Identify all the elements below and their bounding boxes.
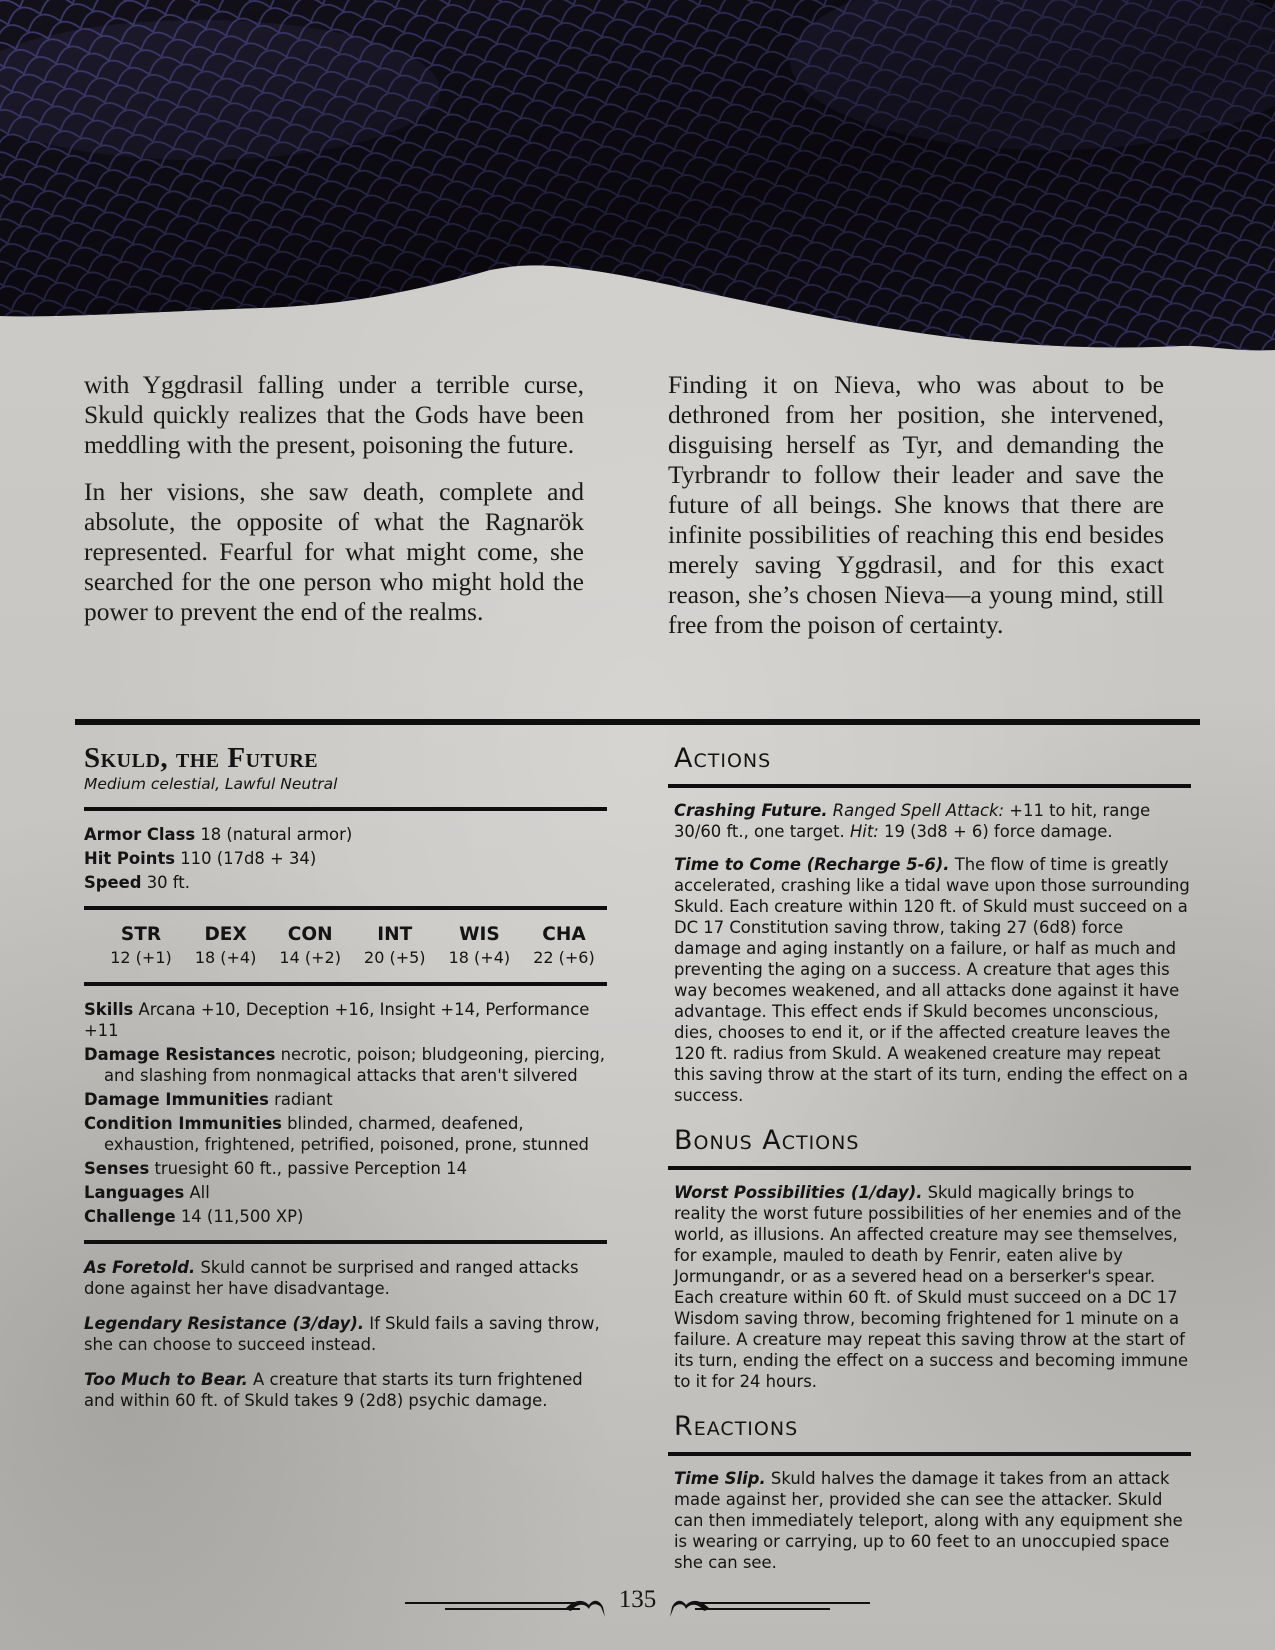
stat-divider bbox=[84, 807, 607, 811]
speed: Speed 30 ft. bbox=[84, 873, 190, 892]
action-time-to-come: Time to Come (Recharge 5-6). The flow of time is greatly accelerated, crashing like a tidal wave upon those surrounding Skuld. Each creature within 120 ft. of Skuld must succeed on a DC 17 Constitution saving throw, taking 27 (6d8) force damage and aging instantly on a failure, or half as much and preventing the aging on a success. A creature that ages this way becomes weakened, and all attacks done against it have advantage. This effect ends if Skuld becomes unconscious, dies, chooses to end it, or if the affected creature leaves the 120 ft. radius from Skuld. A weakened creature may repeat this saving throw at the start of its turn, ending the effect on a success. bbox=[674, 855, 1190, 1105]
actions-column bbox=[668, 742, 1191, 1585]
heading-rule bbox=[668, 1452, 1191, 1456]
armor-class: Armor Class 18 (natural armor) bbox=[84, 825, 353, 844]
stat-divider bbox=[84, 906, 607, 910]
trait-legendary-resistance: Legendary Resistance (3/day). If Skuld fails a saving throw, she can choose to succeed instead. bbox=[84, 1314, 600, 1354]
prose-paragraph: with Yggdrasil falling under a terrible curse, Skuld quickly realizes that the Gods have been meddling with the present, poisoning the future. bbox=[84, 370, 584, 459]
bonus-actions-heading: Bonus Actions bbox=[674, 1125, 860, 1156]
ability-int: INT 20 (+5) bbox=[364, 924, 426, 967]
prose-paragraph: In her visions, she saw death, complete and absolute, the opposite of what the Ragnarök represented. Fearful for what might come, she searched for the one person who might hold the power to prevent the end of the realms. bbox=[84, 477, 584, 626]
scale-texture-image bbox=[0, 0, 1275, 360]
heading-rule bbox=[668, 784, 1191, 788]
section-divider bbox=[75, 719, 1200, 725]
ability-con: CON 14 (+2) bbox=[279, 924, 341, 967]
intro-prose-right bbox=[668, 370, 1164, 657]
skills: Skills Arcana +10, Deception +16, Insight +14, Performance +11 bbox=[84, 1000, 590, 1040]
heading-rule bbox=[668, 1166, 1191, 1170]
bonus-action-worst-possibilities: Worst Possibilities (1/day). Skuld magically brings to reality the worst future possibilities of her enemies and of the world, as illusions. An affected creature may see themselves, for example, mauled to death by Fenrir, eaten alive by Jormungandr, or as a severed head on a berserker's spear. Each creature within 60 ft. of Skuld must succeed on a DC 17 Wisdom saving throw, becoming frightened for 1 minute on a failure. A creature may repeat this saving throw at the start of its turn, ending the effect on a success and becoming immune to it for 24 hours. bbox=[674, 1183, 1189, 1391]
prose-paragraph: Finding it on Nieva, who was about to be dethroned from her position, she intervened, disguising herself as Tyr, and demanding the Tyrbrandr to follow their leader and save the future of all beings. She knows that there are infinite possibilities of reaching this end besides merely saving Yggdrasil, and for this exact reason, she’s chosen Nieva—a young mind, still free from the poison of certainty. bbox=[668, 370, 1164, 639]
senses: Senses truesight 60 ft., passive Perception 14 bbox=[84, 1159, 468, 1178]
hit-points: Hit Points 110 (17d8 + 34) bbox=[84, 849, 317, 868]
ability-dex: DEX 18 (+4) bbox=[194, 924, 257, 967]
stat-block bbox=[84, 742, 607, 1425]
damage-immunities: Damage Immunities radiant bbox=[84, 1090, 333, 1109]
reaction-time-slip: Time Slip. Skuld halves the damage it takes from an attack made against her, provided she can see the attacker. Skuld can then immediately teleport, along with any equipment she is wearing or carrying, up to 60 feet to an unoccupied space she can see. bbox=[674, 1469, 1183, 1572]
ability-cha: CHA 22 (+6) bbox=[533, 924, 595, 967]
reactions-heading: Reactions bbox=[674, 1411, 799, 1442]
challenge: Challenge 14 (11,500 XP) bbox=[84, 1207, 304, 1226]
creature-name: Skuld, the Future bbox=[84, 742, 319, 774]
condition-immunities: Condition Immunities blinded, charmed, deafened, exhaustion, frightened, petrified, poisoned, prone, stunned bbox=[84, 1114, 589, 1154]
ability-wis: WIS 18 (+4) bbox=[448, 924, 511, 967]
creature-type: Medium celestial, Lawful Neutral bbox=[84, 775, 338, 793]
stat-divider bbox=[84, 1240, 607, 1244]
intro-prose-left bbox=[84, 370, 584, 644]
dragon-scale-banner bbox=[0, 0, 1275, 360]
actions-heading: Actions bbox=[674, 743, 772, 774]
action-crashing-future: Crashing Future. Ranged Spell Attack: +11 to hit, range 30/60 ft., one target. Hit: 19 (3d8 + 6) force damage. bbox=[674, 801, 1151, 841]
page-number: 135 bbox=[618, 1586, 657, 1613]
trait-too-much-to-bear: Too Much to Bear. A creature that starts its turn frightened and within 60 ft. of Skuld takes 9 (2d8) psychic damage. bbox=[84, 1370, 583, 1410]
ability-str: STR 12 (+1) bbox=[110, 924, 172, 967]
page-footer bbox=[405, 1585, 870, 1625]
ability-scores bbox=[84, 923, 607, 969]
languages: Languages All bbox=[84, 1183, 210, 1202]
damage-resistances: Damage Resistances necrotic, poison; bludgeoning, piercing, and slashing from nonmagical attacks that aren't silvered bbox=[84, 1045, 605, 1085]
stat-divider bbox=[84, 982, 607, 986]
trait-as-foretold: As Foretold. Skuld cannot be surprised and ranged attacks done against her have disadvantage. bbox=[84, 1258, 579, 1298]
